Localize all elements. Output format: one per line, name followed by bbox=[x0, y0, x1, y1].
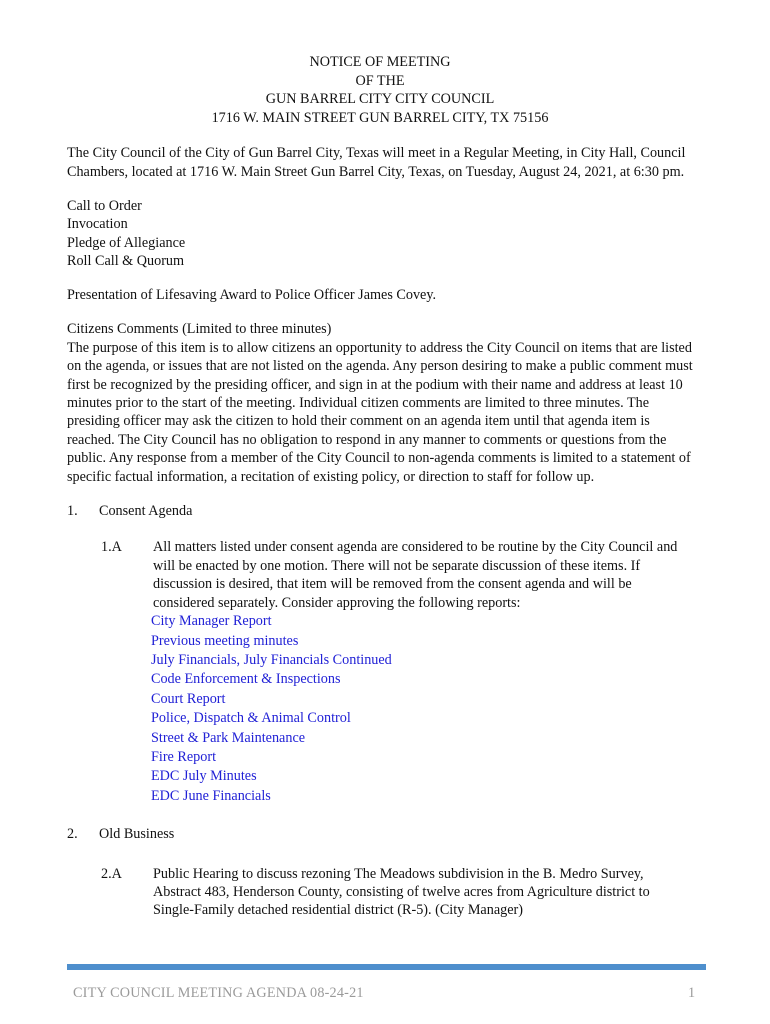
agenda-item-1 bbox=[67, 502, 693, 520]
report-link-city-manager[interactable]: City Manager Report bbox=[151, 613, 272, 630]
report-link-edc-july-minutes[interactable]: EDC July Minutes bbox=[151, 768, 257, 785]
item-title: Old Business bbox=[99, 826, 175, 843]
agenda-item-2 bbox=[67, 825, 693, 843]
report-link-court[interactable]: Court Report bbox=[151, 690, 226, 707]
footer-title: CITY COUNCIL MEETING AGENDA 08-24-21 bbox=[73, 985, 364, 1001]
council-address: 1716 W. MAIN STREET GUN BARREL CITY, TX 75156 bbox=[211, 109, 549, 126]
subitem-number: 2.A bbox=[101, 865, 122, 882]
subitem-number: 1.A bbox=[101, 539, 122, 556]
opening-items bbox=[67, 197, 693, 270]
notice-subtitle: OF THE bbox=[355, 72, 405, 89]
opening-item: Call to Order bbox=[67, 198, 142, 215]
agenda-page bbox=[67, 53, 693, 920]
agenda-subitem-1a bbox=[67, 538, 693, 612]
subitem-text: Public Hearing to discuss rezoning The Meadows subdivision in the B. Medro Survey, Abstract 483, Henderson County, consisting of twelve acres from Agriculture district to Single-Family detached residential district (R-5). (City Manager) bbox=[153, 865, 650, 919]
report-link-street-park[interactable]: Street & Park Maintenance bbox=[151, 729, 306, 746]
item-number: 2. bbox=[67, 826, 78, 843]
council-name: GUN BARREL CITY CITY COUNCIL bbox=[265, 91, 495, 108]
item-title: Consent Agenda bbox=[99, 503, 193, 520]
notice-title: NOTICE OF MEETING bbox=[309, 54, 451, 70]
page-number: 1 bbox=[688, 985, 696, 1001]
meeting-intro: The City Council of the City of Gun Barrel City, Texas will meet in a Regular Meeting, in City Hall, Council Chambers, located at 1716 W. Main Street Gun Barrel City, Texas, on Tuesday, August 24, 2021, at 6:30 pm. bbox=[67, 145, 686, 180]
agenda-subitem-2a bbox=[67, 865, 693, 920]
opening-item: Invocation bbox=[67, 216, 128, 233]
report-link-july-financials[interactable]: July Financials, July Financials Continued bbox=[151, 651, 392, 668]
report-link-police[interactable]: Police, Dispatch & Animal Control bbox=[151, 710, 351, 727]
footer-rule bbox=[67, 964, 706, 970]
subitem-text: All matters listed under consent agenda are considered to be routine by the City Council and will be enacted by one motion. There will not be separate discussion of these items. If discussion is desired, that item will be removed from the consent agenda and will be considered separately. Consider approving the following reports: bbox=[153, 539, 678, 611]
item-number: 1. bbox=[67, 503, 78, 520]
citizens-comments bbox=[67, 320, 693, 486]
citizens-comments-title: Citizens Comments (Limited to three minutes) bbox=[67, 321, 332, 338]
report-link-previous-minutes[interactable]: Previous meeting minutes bbox=[151, 632, 299, 649]
opening-item: Pledge of Allegiance bbox=[67, 234, 186, 251]
notice-header bbox=[67, 53, 693, 127]
opening-item: Roll Call & Quorum bbox=[67, 252, 185, 269]
report-link-edc-june-financials[interactable]: EDC June Financials bbox=[151, 787, 271, 804]
report-link-fire[interactable]: Fire Report bbox=[151, 748, 217, 765]
report-links bbox=[151, 612, 693, 806]
report-link-code-enforcement[interactable]: Code Enforcement & Inspections bbox=[151, 671, 341, 688]
award-presentation: Presentation of Lifesaving Award to Police Officer James Covey. bbox=[67, 287, 437, 303]
citizens-comments-text: The purpose of this item is to allow citizens an opportunity to address the City Council on items that are listed on the agenda, or issues that are not listed on the agenda. Any person desiring to make a public comment must first be recognized by the presiding officer, and sign in at the podium with their name and address at least 10 minutes prior to the start of the meeting. Individual citizen comments are limited to three minutes. The presiding officer may ask the citizen to hold their comment on an agenda item until that agenda item is reached. The City Council has no obligation to respond in any manner to comments or questions from the public. Any response from a member of the City Council to non-agenda comments is limited to a statement of specific factual information, a recitation of existing policy, or direction to staff for follow up. bbox=[67, 339, 693, 485]
